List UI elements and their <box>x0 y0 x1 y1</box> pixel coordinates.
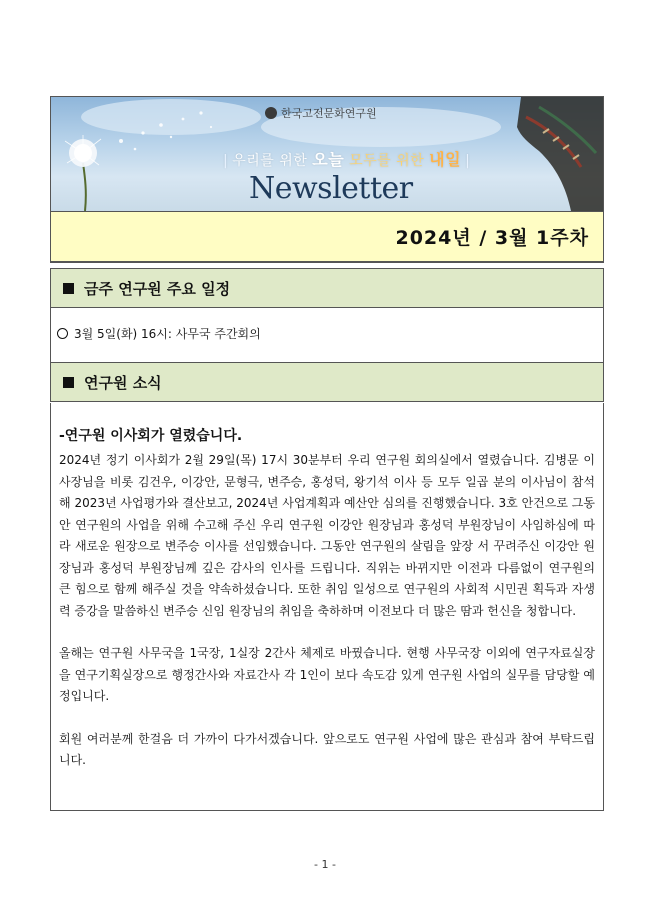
schedule-item-text: 3월 5일(화) 16시: 사무국 주간회의 <box>74 327 261 341</box>
issue-label: 2024년 / 3월 1주차 <box>395 227 589 249</box>
list-item <box>57 325 261 342</box>
newsletter-banner <box>51 97 603 212</box>
page-number: - 1 - <box>314 858 336 871</box>
schedule-section-header <box>50 268 604 308</box>
schedule-heading: 금주 연구원 주요 일정 <box>84 279 231 298</box>
newsletter-slogan: | 우리를 위한 오늘 모두를 위한 내일 | <box>223 150 471 169</box>
square-bullet-icon <box>63 377 74 388</box>
newsletter-title: Newsletter <box>249 171 413 206</box>
news-paragraph: 올해는 연구원 사무국을 1국장, 1실장 2간사 체제로 바꿨습니다. 현행 사무국장 이외에 연구자료실장을 연구기획실장으로 행정간사와 자료간사 각 1인이 보다 속도감 있게 연구원 사업의 실무를 담당할 예정입니다. <box>59 646 595 703</box>
logo-emblem-icon <box>265 107 277 119</box>
news-heading: 연구원 소식 <box>84 373 162 392</box>
news-paragraph: 2024년 정기 이사회가 2월 29일(목) 17시 30분부터 우리 연구원 회의실에서 열렸습니다. 김병문 이사장님을 비롯 김건우, 이강안, 문형극, 변주승, 홍성덕, 왕기석 이사 등 모두 일곱 분의 이사님이 참석해 2023년 사업평가와 결산보고, 2024년 사업계획과 예산안 심의를 진행했습니다. 3호 안건으로 그동안 연구원의 사업을 위해 수고해 주신 우리 연구원 이강안 원장님과 홍성덕 부원장님이 사임하심에 따라 새로운 원장으로 변주승 이사를 선임했습니다. 그동안 연구원의 살림을 앞장 서 꾸려주신 이강안 원장님과 홍성덕 부원장님께 깊은 감사의 인사를 드립니다. 직위는 바뀌지만 이전과 다름없이 연구원의 큰 힘으로 함께 해주실 것을 약속하셨습니다. 또한 취임 일성으로 연구원의 사회적 시민권 획득과 자생력 증강을 말씀하신 변주승 신임 원장님의 취임을 축하하며 이전보다 더 많은 땀과 헌신을 청합니다. <box>59 453 595 618</box>
news-paragraph: 회원 여러분께 한걸음 더 가까이 다가서겠습니다. 앞으로도 연구원 사업에 많은 관심과 참여 부탁드립니다. <box>59 731 595 767</box>
slogan-part4: 내일 <box>429 150 462 169</box>
square-bullet-icon <box>63 283 74 294</box>
circle-bullet-icon <box>57 328 68 339</box>
newsletter-header-frame <box>50 96 604 263</box>
slogan-part3: 모두를 위한 <box>349 153 425 169</box>
news-content <box>50 403 604 811</box>
news-title: -연구원 이사회가 열렸습니다. <box>59 428 243 444</box>
logo-text: 한국고전문화연구원 <box>281 107 377 120</box>
news-section-header <box>50 362 604 402</box>
organization-logo <box>265 105 377 121</box>
schedule-list <box>50 307 604 362</box>
issue-date-bar <box>51 212 603 262</box>
slogan-part2: 오늘 <box>312 150 345 169</box>
slogan-part1: 우리를 위한 <box>232 153 308 169</box>
